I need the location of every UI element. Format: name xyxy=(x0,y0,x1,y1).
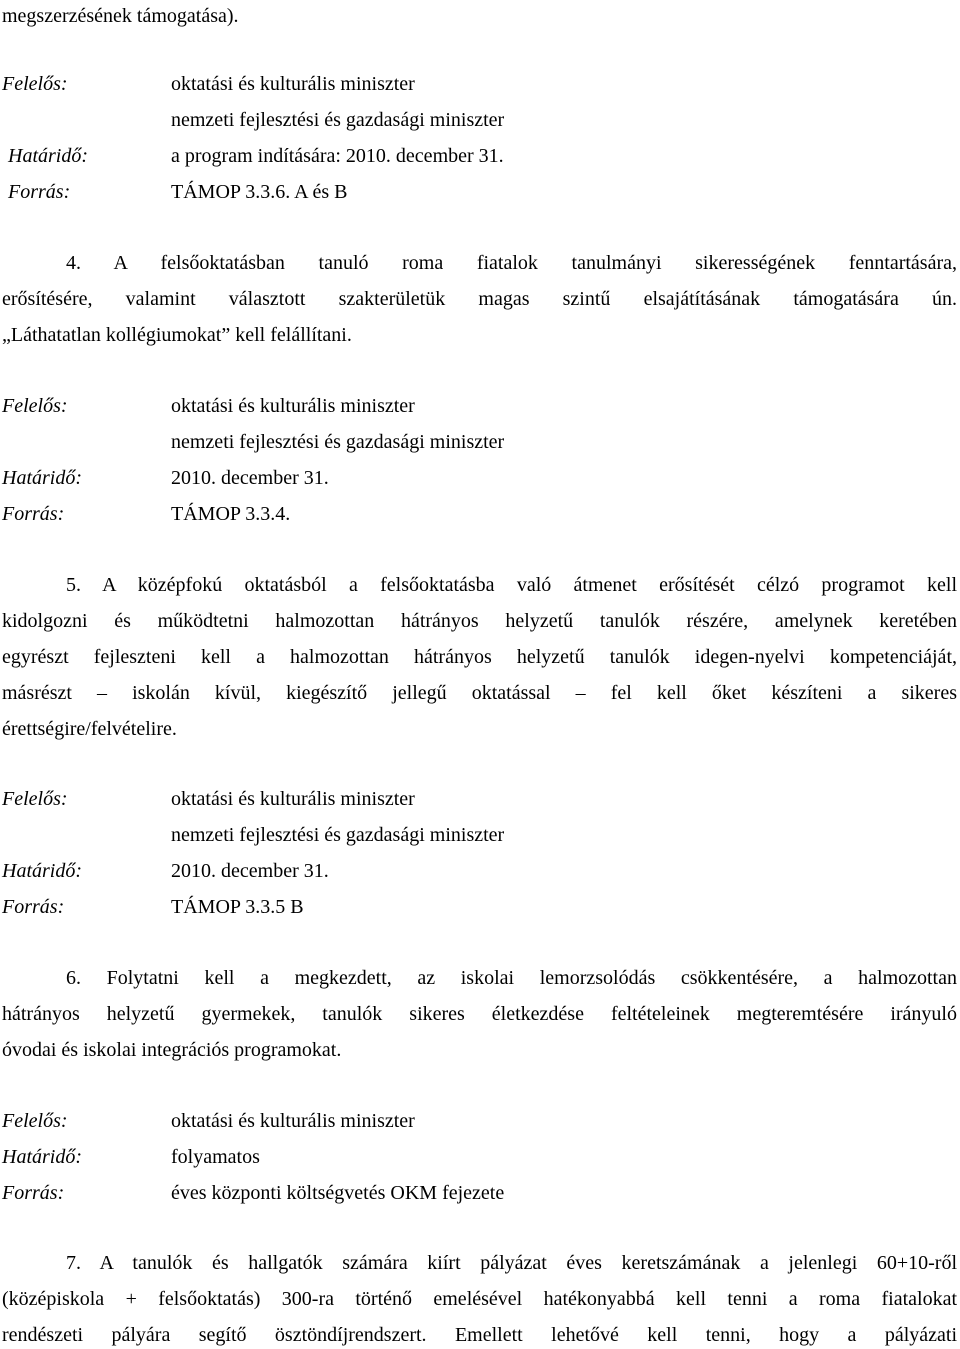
felelos-value: nemzeti fejlesztési és gazdasági miniszter xyxy=(171,431,505,453)
forras-value: TÁMOP 3.3.6. A és B xyxy=(171,181,348,203)
hatarido-label: Határidő: xyxy=(2,860,82,882)
forras-value: éves központi költségvetés OKM fejezete xyxy=(171,1182,505,1204)
paragraph-line: 6. Folytatni kell a megkezdett, az iskolai lemorzsolódás csökkentésére, a halmozottan xyxy=(66,967,957,989)
felelos-label: Felelős: xyxy=(2,1110,68,1132)
paragraph-line: megszerzésének támogatása). xyxy=(2,5,239,27)
hatarido-label: Határidő: xyxy=(2,1146,82,1168)
felelos-value: oktatási és kulturális miniszter xyxy=(171,1110,415,1132)
forras-value: TÁMOP 3.3.4. xyxy=(171,503,291,525)
paragraph-line: 5. A középfokú oktatásból a felsőoktatásba való átmenet erősítését célzó programot kell xyxy=(66,574,957,596)
felelos-value: oktatási és kulturális miniszter xyxy=(171,73,415,95)
paragraph-line: rendészeti pályára segítő ösztöndíjrendszert. Emellett lehetővé kell tenni, hogy a pályázati xyxy=(2,1324,957,1346)
forras-label: Forrás: xyxy=(2,896,65,918)
paragraph-line: „Láthatatlan kollégiumokat” kell felállítani. xyxy=(2,324,352,346)
felelos-value: oktatási és kulturális miniszter xyxy=(171,788,415,810)
hatarido-value: 2010. december 31. xyxy=(171,467,329,489)
paragraph-line: 4. A felsőoktatásban tanuló roma fiatalok tanulmányi sikerességének fenntartására, xyxy=(66,252,957,274)
hatarido-value: folyamatos xyxy=(171,1146,260,1168)
paragraph-line: 7. A tanulók és hallgatók számára kiírt pályázat éves keretszámának a jelenlegi 60+10-ről xyxy=(66,1252,957,1274)
felelos-value: nemzeti fejlesztési és gazdasági miniszter xyxy=(171,109,505,131)
paragraph-line: másrészt – iskolán kívül, kiegészítő jellegű oktatással – fel kell őket készíteni a sikeres xyxy=(2,682,957,704)
forras-label: Forrás: xyxy=(2,503,65,525)
hatarido-label: Határidő: xyxy=(8,145,88,167)
hatarido-value: 2010. december 31. xyxy=(171,860,329,882)
felelos-label: Felelős: xyxy=(2,395,68,417)
paragraph-line: kidolgozni és működtetni halmozottan hátrányos helyzetű tanulók részére, amelynek keretében xyxy=(2,610,957,632)
hatarido-label: Határidő: xyxy=(2,467,82,489)
felelos-value: nemzeti fejlesztési és gazdasági miniszter xyxy=(171,824,505,846)
paragraph-line: erősítésére, valamint választott szakterületük magas szintű elsajátításának támogatására ún. xyxy=(2,288,957,310)
paragraph-line: óvodai és iskolai integrációs programokat. xyxy=(2,1039,342,1061)
felelos-value: oktatási és kulturális miniszter xyxy=(171,395,415,417)
felelos-label: Felelős: xyxy=(2,73,68,95)
felelos-label: Felelős: xyxy=(2,788,68,810)
paragraph-line: érettségire/felvételire. xyxy=(2,718,177,740)
hatarido-value: a program indítására: 2010. december 31. xyxy=(171,145,504,167)
forras-value: TÁMOP 3.3.5 B xyxy=(171,896,304,918)
forras-label: Forrás: xyxy=(2,1182,65,1204)
paragraph-line: hátrányos helyzetű gyermekek, tanulók sikeres életkezdése feltételeinek megteremtésére irányuló xyxy=(2,1003,957,1025)
forras-label: Forrás: xyxy=(8,181,71,203)
paragraph-line: (középiskola + felsőoktatás) 300-ra történő emelésével hatékonyabbá kell tenni a roma fiatalokat xyxy=(2,1288,957,1310)
paragraph-line: egyrészt fejleszteni kell a halmozottan hátrányos helyzetű tanulók idegen-nyelvi kompetenciáját, xyxy=(2,646,957,668)
